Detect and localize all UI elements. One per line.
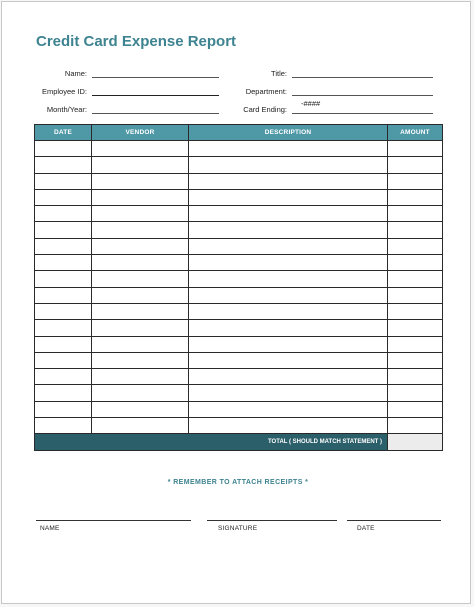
table-row [35,352,443,368]
vendor-cell[interactable] [92,271,189,287]
vendor-cell[interactable] [92,418,189,434]
date-cell[interactable] [35,336,92,352]
amount-cell[interactable] [388,369,443,385]
date-cell[interactable] [35,222,92,238]
amount-cell[interactable] [388,320,443,336]
month-year-field[interactable] [92,113,219,114]
table-row [35,157,443,173]
date-cell[interactable] [35,369,92,385]
amount-cell[interactable] [388,157,443,173]
date-cell[interactable] [35,141,92,157]
table-row [35,255,443,271]
amount-cell[interactable] [388,352,443,368]
amount-cell[interactable] [388,385,443,401]
amount-cell[interactable] [388,271,443,287]
amount-cell[interactable] [388,141,443,157]
date-cell[interactable] [35,352,92,368]
employee-id-label: Employee ID: [41,87,87,96]
vendor-cell[interactable] [92,352,189,368]
amount-cell[interactable] [388,303,443,319]
description-cell[interactable] [189,418,388,434]
date-cell[interactable] [35,238,92,254]
title-field[interactable] [292,77,433,78]
date-cell[interactable] [35,320,92,336]
report-page [1,1,471,604]
vendor-cell[interactable] [92,141,189,157]
amount-cell[interactable] [388,336,443,352]
title-label: Title: [271,69,287,78]
description-cell[interactable] [189,303,388,319]
vendor-cell[interactable] [92,385,189,401]
vendor-cell[interactable] [92,222,189,238]
vendor-cell[interactable] [92,255,189,271]
total-amount-cell[interactable] [388,434,443,451]
date-cell[interactable] [35,303,92,319]
table-row [35,238,443,254]
department-label: Department: [245,87,287,96]
date-cell[interactable] [35,418,92,434]
table-row [35,385,443,401]
signature-label: SIGNATURE [218,525,258,532]
vendor-cell[interactable] [92,303,189,319]
column-header-description: DESCRIPTION [189,125,388,141]
amount-cell[interactable] [388,287,443,303]
total-label: TOTAL ( SHOULD MATCH STATEMENT ) [35,434,388,451]
signature-line[interactable] [207,520,337,521]
card-ending-field[interactable] [292,113,433,114]
description-cell[interactable] [189,157,388,173]
description-cell[interactable] [189,173,388,189]
description-cell[interactable] [189,141,388,157]
date-cell[interactable] [35,157,92,173]
table-row [35,369,443,385]
column-header-amount: AMOUNT [388,125,443,141]
name-field[interactable] [92,77,219,78]
date-cell[interactable] [35,385,92,401]
table-row [35,336,443,352]
table-row [35,189,443,205]
description-cell[interactable] [189,255,388,271]
date-cell[interactable] [35,173,92,189]
vendor-cell[interactable] [92,157,189,173]
description-cell[interactable] [189,238,388,254]
table-row [35,222,443,238]
date-signoff-line[interactable] [347,520,441,521]
description-cell[interactable] [189,222,388,238]
table-row [35,141,443,157]
date-cell[interactable] [35,287,92,303]
vendor-cell[interactable] [92,287,189,303]
page-title: Credit Card Expense Report [36,33,237,50]
description-cell[interactable] [189,352,388,368]
vendor-cell[interactable] [92,320,189,336]
date-cell[interactable] [35,189,92,205]
table-row [35,303,443,319]
description-cell[interactable] [189,189,388,205]
vendor-cell[interactable] [92,238,189,254]
amount-cell[interactable] [388,238,443,254]
date-cell[interactable] [35,401,92,417]
description-cell[interactable] [189,271,388,287]
department-field[interactable] [292,95,433,96]
expense-rows [35,141,443,434]
vendor-cell[interactable] [92,173,189,189]
table-header-row [35,125,443,141]
vendor-cell[interactable] [92,401,189,417]
description-cell[interactable] [189,287,388,303]
card-ending-value: -#### [301,99,321,108]
table-row [35,173,443,189]
column-header-date: DATE [35,125,92,141]
table-row [35,206,443,222]
description-cell[interactable] [189,385,388,401]
total-row [35,434,443,451]
month-year-label: Month/Year: [46,105,87,114]
name-signoff-label: NAME [40,525,60,532]
table-row [35,287,443,303]
date-cell[interactable] [35,255,92,271]
table-row [35,401,443,417]
amount-cell[interactable] [388,222,443,238]
description-cell[interactable] [189,401,388,417]
column-header-vendor: VENDOR [92,125,189,141]
date-cell[interactable] [35,271,92,287]
amount-cell[interactable] [388,206,443,222]
table-row [35,320,443,336]
table-row [35,418,443,434]
description-cell[interactable] [189,320,388,336]
employee-id-field[interactable] [92,95,219,96]
expense-table [34,124,443,451]
receipts-reminder: * REMEMBER TO ATTACH RECEIPTS * [167,479,309,486]
card-ending-label: Card Ending: [243,105,287,114]
amount-cell[interactable] [388,255,443,271]
amount-cell[interactable] [388,401,443,417]
date-cell[interactable] [35,206,92,222]
vendor-cell[interactable] [92,206,189,222]
table-row [35,271,443,287]
amount-cell[interactable] [388,189,443,205]
name-signoff-line[interactable] [36,520,191,521]
vendor-cell[interactable] [92,336,189,352]
vendor-cell[interactable] [92,189,189,205]
description-cell[interactable] [189,206,388,222]
amount-cell[interactable] [388,418,443,434]
date-signoff-label: DATE [357,525,375,532]
description-cell[interactable] [189,369,388,385]
name-label: Name: [64,69,87,78]
description-cell[interactable] [189,336,388,352]
vendor-cell[interactable] [92,369,189,385]
amount-cell[interactable] [388,173,443,189]
